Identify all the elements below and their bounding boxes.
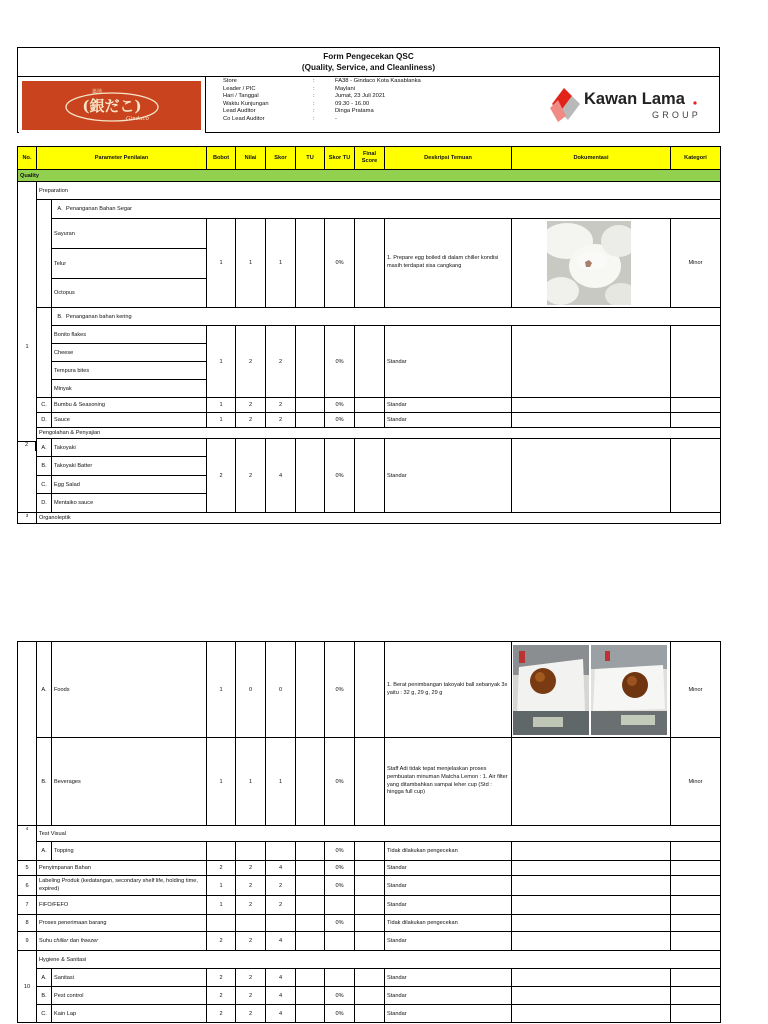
item-label: Pest control	[52, 987, 207, 1005]
item-label: Kain Lap	[52, 1005, 207, 1023]
row-number: 10	[18, 951, 37, 1023]
table-row: 7 FIFO/FEFO 1 2 2 Standar	[18, 896, 721, 915]
svg-text:Gindaco: Gindaco	[126, 116, 149, 122]
table-row: A. Penanganan Bahan Segar	[18, 200, 721, 219]
col-bobot: Bobot	[207, 147, 236, 170]
store-meta	[223, 78, 421, 124]
col-kategori: Kategori	[671, 147, 721, 170]
table-row: Sayuran 1 1 1 0% 1. Prepare egg boiled di dalam chiller kondisi masih terdapat sisa cangkang Minor	[18, 219, 721, 249]
table-row: A. Foods 1 0 0 0% 1. Berat penimbangan takoyaki ball sebanyak 3x yaitu : 32 g, 29 g, 29 g Minor	[18, 642, 721, 738]
item-label: Penyimpanan Bahan	[37, 861, 207, 876]
documentation-photo-cell	[512, 642, 671, 738]
item-label: Egg Salad	[52, 476, 207, 494]
finding-description: 1. Berat penimbangan takoyaki ball sebanyak 3x yaitu : 32 g, 29 g, 29 g	[385, 642, 512, 738]
row-number: 9	[18, 932, 37, 951]
item-label: Takoyaki Batter	[52, 457, 207, 476]
table-row: B. Pest control 2 2 4 0% Standar	[18, 987, 721, 1005]
qsc-table-page2	[17, 641, 721, 1023]
item-label: Minyak	[52, 380, 207, 398]
category-value: Minor	[671, 642, 721, 738]
group-title: Preparation	[37, 182, 721, 200]
table-row: B. Takoyaki Batter	[18, 457, 721, 476]
table-row: A. Takoyaki 2 2 4 0% Standar	[18, 439, 721, 457]
table-row: 5 Penyimpanan Bahan 2 2 4 0% Standar	[18, 861, 721, 876]
form-title: Form Pengecekan QSC (Quality, Service, and Cleanliness)	[301, 52, 436, 72]
table-row: 6 Labeling Produk (kedatangan, secondary shelf life, holding time, expired) 1 2 2 0% Standar	[18, 876, 721, 896]
item-label: Octopus	[52, 279, 207, 308]
table-row: A. Topping 0% Tidak dilakukan pengecekan	[18, 842, 721, 861]
gindaco-logo	[19, 77, 205, 133]
item-label: FIFO/FEFO	[37, 896, 207, 915]
table-row: A. Sanitasi 2 2 4 Standar	[18, 969, 721, 987]
item-label: Mentaiko sauce	[52, 494, 207, 513]
meta-row: Waktu Kunjungan : 09.30 - 16.00	[223, 100, 370, 107]
item-label: Tempura bites	[52, 362, 207, 380]
table-row: C. Egg Salad	[18, 476, 721, 494]
meta-row: Store : FA38 - Gindaco Kota Kasablanka	[223, 78, 421, 84]
finding-description: Standar	[385, 439, 512, 513]
col-skor-tu: Skor TU	[325, 147, 355, 170]
table-row: 8 Proses penerimaan barang 0% Tidak dilakukan pengecekan	[18, 915, 721, 932]
item-label: Cheese	[52, 344, 207, 362]
table-row: B. Beverages 1 1 1 0% Staff Adi tidak tepat menjelaskan proses pembuatan minuman Matcha Lemon : 1. Air filter yang ditambahkan sampai leher cup (Std : hingga full cup) Minor	[18, 738, 721, 826]
finding-description: 1. Prepare egg boiled di dalam chiller kondisi masih terdapat sisa cangkang	[385, 219, 512, 308]
row-number: 1	[18, 182, 37, 513]
row-number: 6	[18, 876, 37, 896]
gindaco-logo-mark	[22, 81, 201, 130]
col-no: No.	[18, 147, 37, 170]
row-number: 2	[17, 441, 36, 451]
row-number: 8	[18, 915, 37, 932]
item-label: Bonito flakes	[52, 326, 207, 344]
table-row: C. Kain Lap 2 2 4 0% Standar	[18, 1005, 721, 1023]
table-row	[18, 826, 721, 842]
finding-description: Standar	[385, 326, 512, 398]
table-row: Bonito flakes 1 2 2 0% Standar	[18, 326, 721, 344]
takoyaki-scale-photo	[513, 645, 589, 735]
meta-row: Leader / PIC : Maylani	[223, 85, 355, 92]
kawanlama-logo	[546, 82, 716, 128]
table-row	[18, 951, 721, 969]
finding-description: Staff Adi tidak tepat menjelaskan proses pembuatan minuman Matcha Lemon : 1. Air filter yang ditambahkan sampai leher cup (Std : hingga full cup)	[385, 738, 512, 826]
group-title: Pengolahan & Penyajian	[37, 428, 721, 439]
svg-text:Kawan Lama: Kawan Lama	[584, 90, 685, 108]
column-header-row	[18, 147, 721, 170]
group-title: Hygiene & Sanitasi	[37, 951, 721, 969]
item-label: Telur	[52, 249, 207, 279]
documentation-photo-cell	[512, 219, 671, 308]
takoyaki-scale-photo	[591, 645, 667, 735]
table-row	[18, 513, 721, 524]
col-final-score: Final Score	[355, 147, 385, 170]
item-label: Topping	[52, 842, 207, 861]
item-label: Takoyaki	[52, 439, 207, 457]
row-number: 4	[18, 826, 37, 861]
table-row: B. Penanganan bahan kering	[18, 308, 721, 326]
col-dokumentasi: Dokumentasi	[512, 147, 671, 170]
col-nilai: Nilai	[236, 147, 266, 170]
row-number: 5	[18, 861, 37, 876]
table-row	[18, 428, 721, 439]
item-label: Sanitasi	[52, 969, 207, 987]
item-label: Foods	[52, 642, 207, 738]
egg-photo	[547, 221, 631, 305]
item-label: Proses penerimaan barang	[37, 915, 207, 932]
table-row: C. Bumbu & Seasoning 1 2 2 0% Standar	[18, 398, 721, 413]
meta-row: Lead Auditor : Dinga Pratama	[223, 108, 374, 115]
svg-text:築地: 築地	[92, 89, 103, 95]
col-tu: TU	[296, 147, 325, 170]
group-title: Organoleptik	[37, 513, 721, 524]
meta-row: Hari / Tanggal : Jumat, 23 Juli 2021	[223, 93, 386, 100]
form-header	[17, 47, 720, 133]
svg-text:(銀だこ): (銀だこ)	[82, 97, 142, 115]
item-label: Suhu chiller dan freezer	[37, 932, 207, 951]
category-value: Minor	[671, 738, 721, 826]
row-number: 7	[18, 896, 37, 915]
col-deskripsi: Deskripsi Temuan	[385, 147, 512, 170]
section-row-quality: Quality	[18, 170, 721, 182]
qsc-table-page1	[17, 146, 721, 524]
group-title: Test Visual	[37, 826, 721, 842]
item-label: Labeling Produk (kedatangan, secondary shelf life, holding time, expired)	[37, 876, 207, 896]
table-row: D. Sauce 1 2 2 0% Standar	[18, 413, 721, 428]
col-parameter: Parameter Penilaian	[37, 147, 207, 170]
item-label: Beverages	[52, 738, 207, 826]
item-label: Sayuran	[52, 219, 207, 249]
table-row	[18, 182, 721, 200]
table-row: 9 Suhu chiller dan freezer 2 2 4 Standar	[18, 932, 721, 951]
row-number: 3	[18, 513, 37, 524]
meta-row: Co Lead Auditor : -	[223, 115, 337, 122]
category-value: Minor	[671, 219, 721, 308]
svg-text:GROUP: GROUP	[652, 110, 702, 120]
col-skor: Skor	[266, 147, 296, 170]
table-row: D. Mentaiko sauce	[18, 494, 721, 513]
